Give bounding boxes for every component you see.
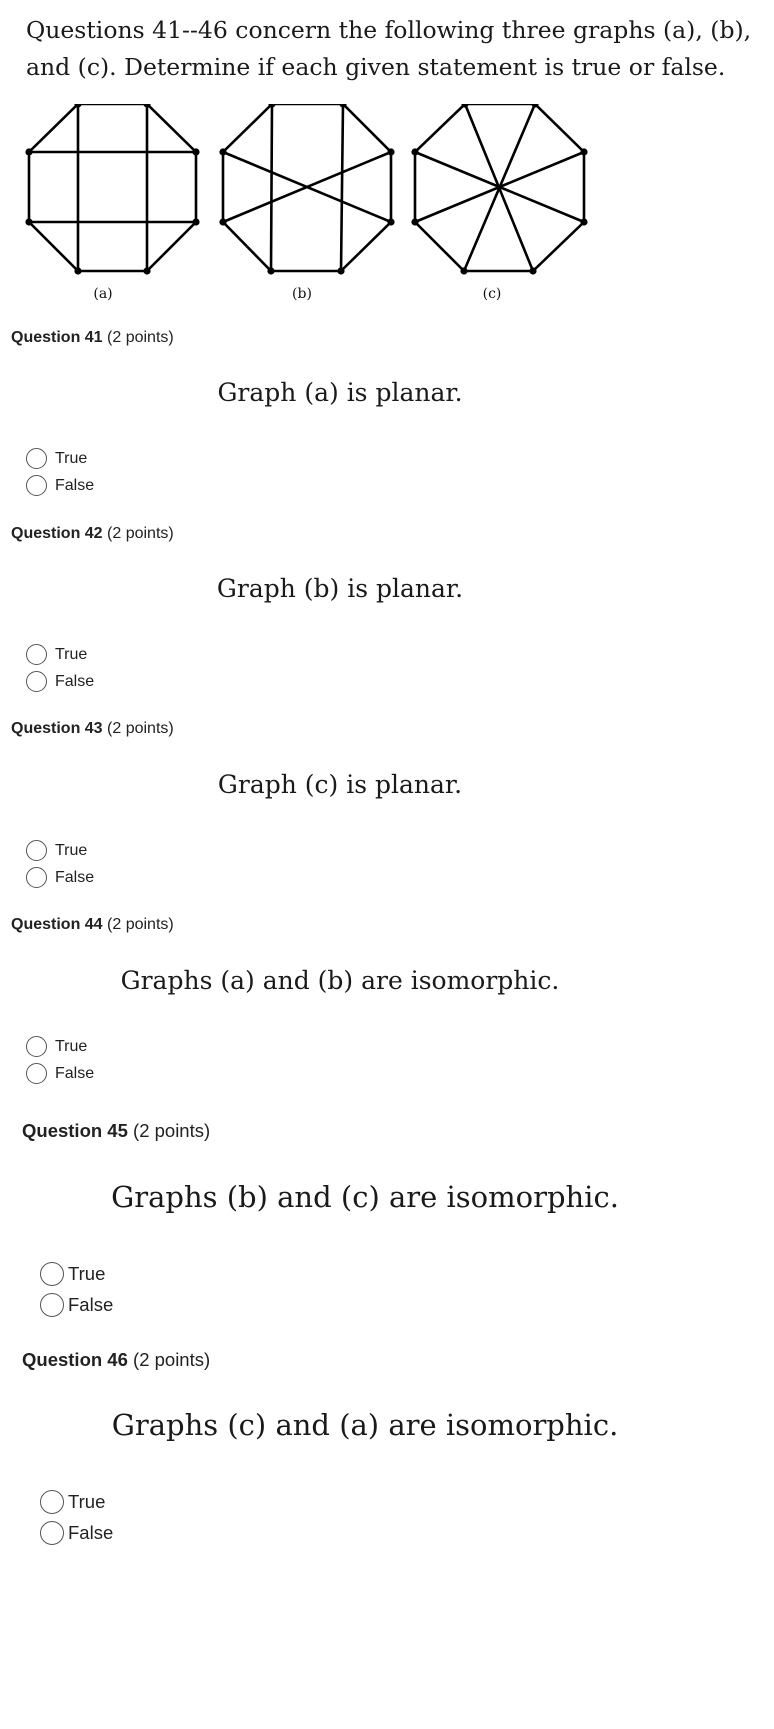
question-number: Question 42 <box>11 525 103 542</box>
radio-button[interactable] <box>26 867 47 888</box>
option-label: False <box>55 868 95 886</box>
question-statement: Graph (c) is planar. <box>217 770 463 799</box>
intro-text: Questions 41--46 concern the following three graphs (a), (b), and (c). Determine if each given statement is true or false. <box>26 16 752 81</box>
radio-button[interactable] <box>26 644 47 665</box>
radio-button[interactable] <box>26 671 47 692</box>
option-true[interactable] <box>26 644 87 665</box>
radio-button[interactable] <box>40 1521 64 1545</box>
question-points: (2 points) <box>107 329 174 346</box>
question-points: (2 points) <box>107 525 174 542</box>
option-true[interactable] <box>26 448 87 469</box>
question-header <box>11 916 174 934</box>
radio-button[interactable] <box>26 475 47 496</box>
question-points: (2 points) <box>107 916 174 933</box>
radio-button[interactable] <box>26 840 47 861</box>
question-number: Question 45 <box>22 1120 128 1141</box>
option-label: False <box>68 1522 114 1543</box>
graph-c-label: (c) <box>482 286 502 302</box>
radio-button[interactable] <box>40 1293 64 1317</box>
option-true[interactable] <box>40 1262 105 1286</box>
graph-c <box>415 104 584 271</box>
option-label: False <box>55 476 95 494</box>
option-label: False <box>55 672 95 690</box>
option-label: True <box>68 1263 106 1284</box>
radio-button[interactable] <box>26 1063 47 1084</box>
option-false[interactable] <box>26 1063 94 1084</box>
question-statement: Graph (a) is planar. <box>217 378 463 407</box>
question-number: Question 46 <box>22 1349 128 1370</box>
radio-button[interactable] <box>26 1036 47 1057</box>
option-label: False <box>68 1294 114 1315</box>
option-false[interactable] <box>26 671 94 692</box>
question-statement: Graph (b) is planar. <box>216 574 464 603</box>
graph-b-label: (b) <box>292 286 312 302</box>
option-label: True <box>55 841 88 859</box>
option-false[interactable] <box>26 867 94 888</box>
option-label: True <box>55 1037 88 1055</box>
graphs-figure <box>22 104 662 340</box>
radio-button[interactable] <box>26 448 47 469</box>
question-number: Question 43 <box>11 720 103 737</box>
question-header <box>22 1120 210 1142</box>
question-header <box>11 720 174 738</box>
option-false[interactable] <box>40 1521 113 1545</box>
option-true[interactable] <box>26 840 87 861</box>
option-false[interactable] <box>26 475 94 496</box>
question-header <box>22 1349 210 1371</box>
question-points: (2 points) <box>133 1120 211 1141</box>
graph-a <box>29 104 196 271</box>
radio-button[interactable] <box>40 1262 64 1286</box>
option-label: False <box>55 1064 95 1082</box>
question-number: Question 41 <box>11 329 103 346</box>
question-statement: Graphs (c) and (a) are isomorphic. <box>111 1408 619 1442</box>
question-points: (2 points) <box>133 1349 211 1370</box>
question-header <box>11 525 174 543</box>
option-true[interactable] <box>40 1490 105 1514</box>
question-statement: Graphs (a) and (b) are isomorphic. <box>120 966 560 995</box>
graph-a-label: (a) <box>93 286 113 302</box>
option-label: True <box>68 1491 106 1512</box>
option-false[interactable] <box>40 1293 113 1317</box>
question-header <box>11 329 174 347</box>
radio-button[interactable] <box>40 1490 64 1514</box>
question-statement: Graphs (b) and (c) are isomorphic. <box>111 1180 619 1214</box>
option-true[interactable] <box>26 1036 87 1057</box>
graph-b <box>223 104 391 271</box>
question-number: Question 44 <box>11 916 103 933</box>
question-points: (2 points) <box>107 720 174 737</box>
option-label: True <box>55 449 88 467</box>
option-label: True <box>55 645 88 663</box>
